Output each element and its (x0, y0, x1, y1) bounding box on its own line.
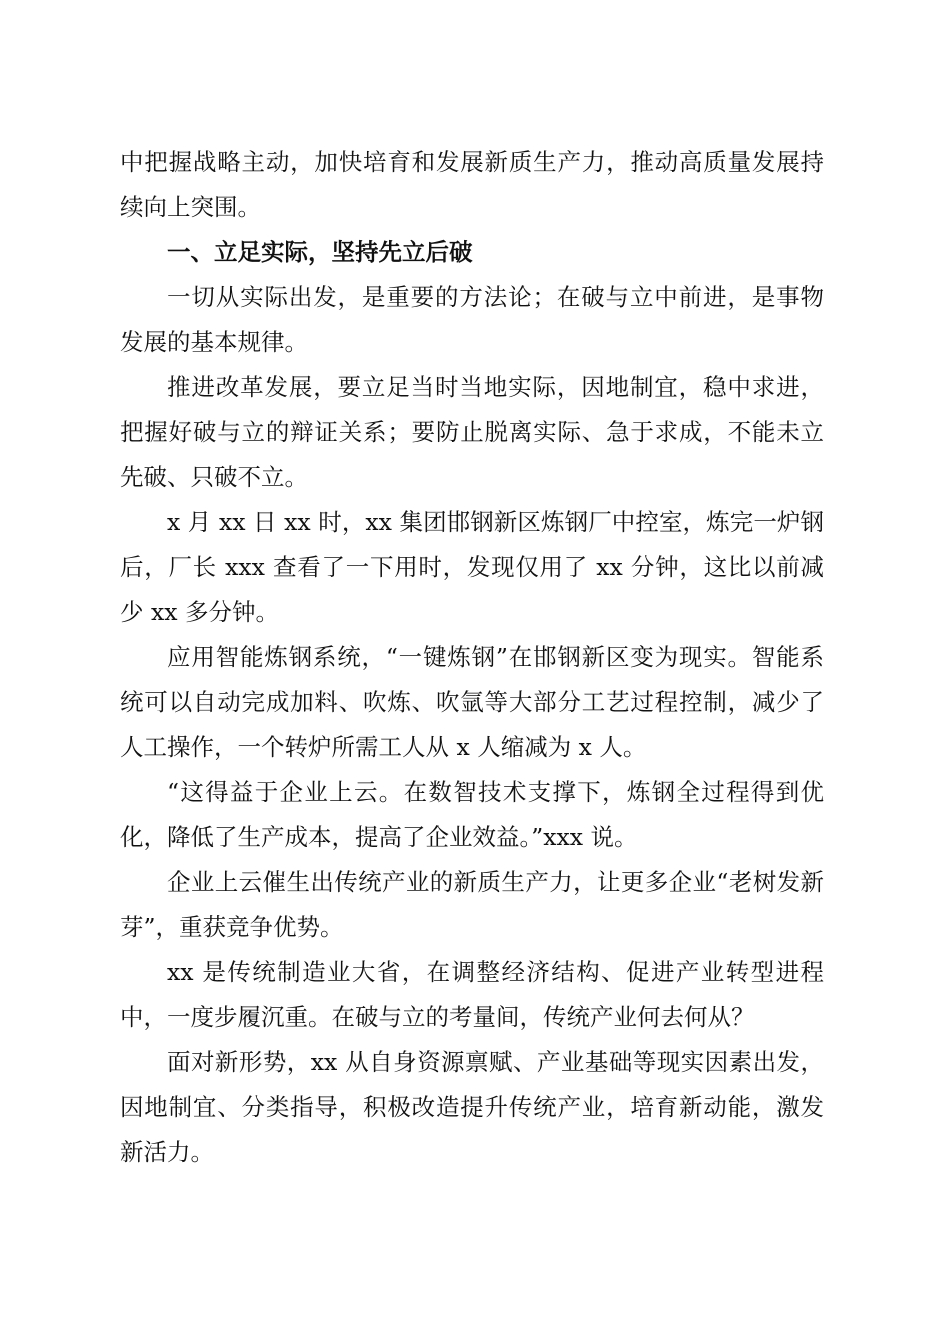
paragraph-steel-plant: x 月 xx 日 xx 时，xx 集团邯钢新区炼钢厂中控室，炼完一炉钢后，厂长 xxx 查看了一下用时，发现仅用了 xx 分钟，这比以前减少 xx 多分钟。 (120, 508, 824, 626)
document-body (120, 140, 824, 1175)
paragraph-cloud: 企业上云催生出传统产业的新质生产力，让更多企业“老树发新芽”，重获竞争优势。 (120, 868, 824, 941)
paragraph-smart-system: 应用智能炼钢系统，“一键炼钢”在邯钢新区变为现实。智能系统可以自动完成加料、吹炼、吹氩等大部分工艺过程控制，减少了人工操作，一个转炉所需工人从 x 人缩减为 x 人。 (120, 643, 824, 761)
paragraph-manufacturing: xx 是传统制造业大省，在调整经济结构、促进产业转型进程中，一度步履沉重。在破与立的考量间，传统产业何去何从？ (120, 958, 824, 1031)
section-heading: 一、立足实际，坚持先立后破 (167, 238, 473, 266)
paragraph-new-situation: 面对新形势，xx 从自身资源禀赋、产业基础等现实因素出发，因地制宜、分类指导，积极改造提升传统产业，培育新动能，激发新活力。 (120, 1048, 824, 1166)
paragraph-quote: “这得益于企业上云。在数智技术支撑下，炼钢全过程得到优化，降低了生产成本，提高了企业效益。”xxx 说。 (120, 778, 824, 851)
paragraph-methodology: 一切从实际出发，是重要的方法论；在破与立中前进，是事物发展的基本规律。 (120, 283, 824, 356)
paragraph-reform: 推进改革发展，要立足当时当地实际，因地制宜，稳中求进，把握好破与立的辩证关系；要防止脱离实际、急于求成，不能未立先破、只破不立。 (120, 373, 824, 491)
continuation-paragraph: 中把握战略主动，加快培育和发展新质生产力，推动高质量发展持续向上突围。 (120, 148, 824, 221)
